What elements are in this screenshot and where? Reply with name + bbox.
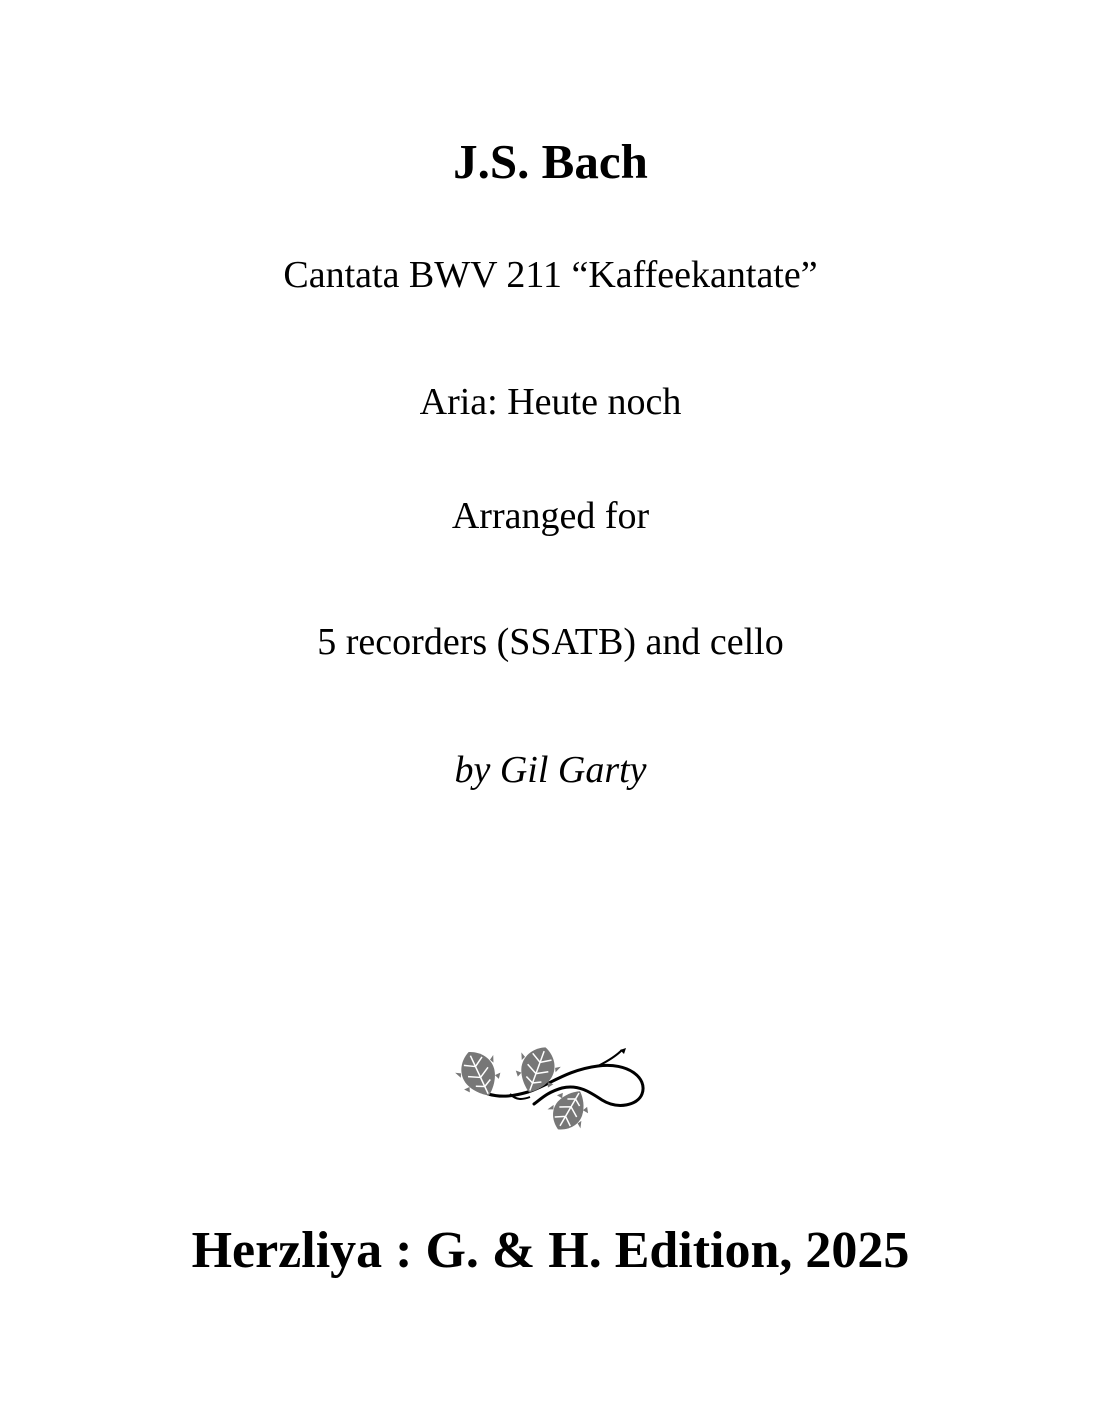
work-title: Cantata BWV 211 “Kaffeekantate” (283, 254, 818, 296)
movement-title: Aria: Heute noch (419, 381, 682, 423)
composer-name: J.S. Bach (453, 134, 648, 189)
arranged-for-label: Arranged for (451, 495, 650, 537)
arranger-credit: by Gil Garty (454, 749, 647, 791)
instrumentation: 5 recorders (SSATB) and cello (317, 621, 784, 663)
publisher-imprint: Herzliya : G. & H. Edition, 2025 (191, 1222, 910, 1279)
leaf-vine-ornament-icon (450, 1042, 650, 1142)
